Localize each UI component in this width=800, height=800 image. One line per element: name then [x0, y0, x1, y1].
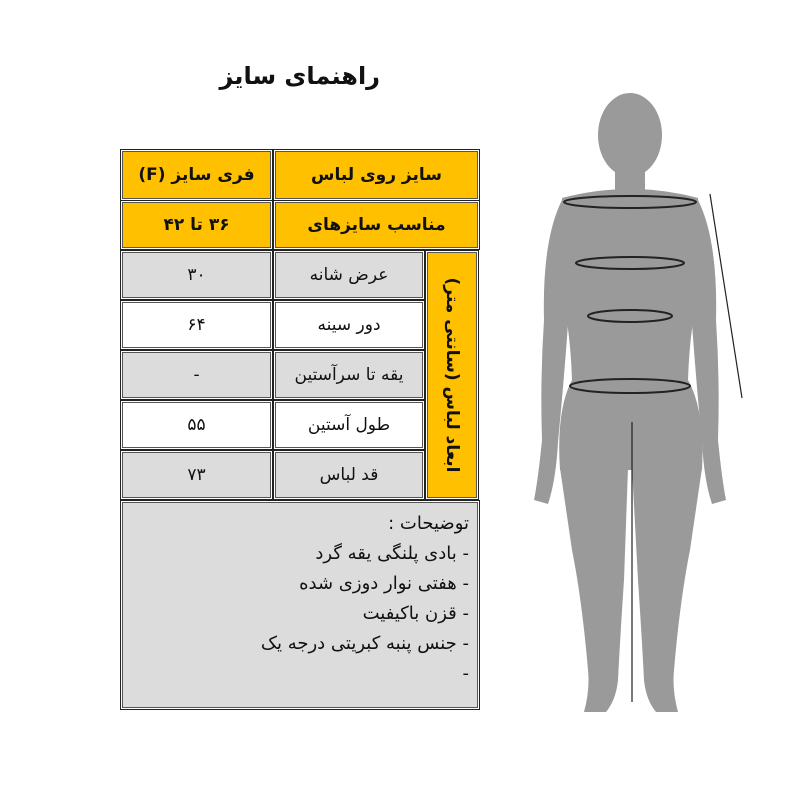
- notes-item: -: [462, 663, 469, 684]
- row-label-garment-length: قد لباس: [275, 452, 423, 498]
- notes-item: - قزن باکیفیت: [362, 603, 469, 624]
- row-label-sleeve-length: طول آستین: [275, 402, 423, 448]
- notes-box: [122, 502, 478, 708]
- row-value-neck-to-sleeve: -: [122, 352, 271, 398]
- fit-value-cell: ۳۶ تا ۴۲: [122, 202, 271, 248]
- row-label-neck-to-sleeve: یقه تا سرآستین: [275, 352, 423, 398]
- body-silhouette-icon: [520, 80, 760, 720]
- size-label-cell: سایز روی لباس: [275, 151, 478, 199]
- notes-item: - بادی پلنگی یقه گرد: [315, 543, 469, 564]
- notes-item: - جنس پنبه کبریتی درجه یک: [260, 633, 469, 654]
- dimensions-group-text: ابعاد لباس (سانتی متر): [442, 277, 462, 473]
- row-label-chest: دور سینه: [275, 302, 423, 348]
- row-value-shoulder: ۳۰: [122, 252, 271, 298]
- row-value-chest: ۶۴: [122, 302, 271, 348]
- page-title: راهنمای سایز: [219, 62, 380, 90]
- notes-item: - هفتی نوار دوزی شده: [299, 573, 469, 594]
- row-label-shoulder: عرض شانه: [275, 252, 423, 298]
- row-value-sleeve-length: ۵۵: [122, 402, 271, 448]
- dimensions-group-label: [427, 252, 477, 498]
- size-value-cell: فری سایز (F): [122, 151, 271, 199]
- fit-label-cell: مناسب سایزهای: [275, 202, 478, 248]
- row-value-garment-length: ۷۳: [122, 452, 271, 498]
- notes-heading: توضیحات :: [388, 513, 469, 534]
